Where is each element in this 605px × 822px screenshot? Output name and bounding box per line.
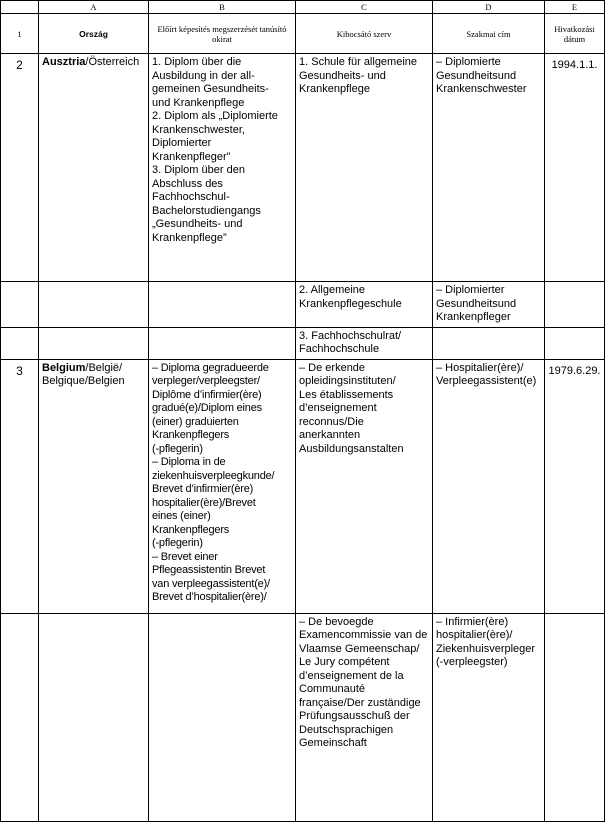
cell-text-line: Fachhochschul-: [152, 191, 230, 203]
cell-text-line: ziekenhuisverpleegkunde/: [152, 469, 275, 482]
cell-text-line: Deutschsprachigen: [299, 723, 394, 736]
country-cell: [39, 54, 149, 282]
cell-text-line: – Diplomierter: [436, 284, 505, 296]
cell-text-line: Krankenpfleger”: [152, 150, 231, 163]
cell-text-line: Fachhochschule: [299, 343, 380, 355]
title-cell: [433, 282, 545, 328]
issuer-cell: [296, 327, 433, 359]
table-row: [1, 54, 605, 282]
empty-cell: [39, 613, 149, 821]
cell-text-line: opleidingsinstituten/: [299, 375, 396, 387]
empty-cell: [433, 327, 545, 359]
empty-cell: [545, 327, 605, 359]
cell-text-line: Brevet d’hospitalier(ère)/: [152, 591, 267, 603]
cell-text-line: Examencommissie van de: [299, 629, 428, 641]
cell-text-line: verpleger/verpleegster/: [152, 375, 260, 387]
cell-text-line: (einer) graduierten: [152, 415, 239, 428]
cell-text-line: Gesundheitsund: [436, 297, 517, 310]
cell-text-line: Krankenpflege”: [152, 231, 227, 244]
qualification-header: Előírt képesítés megszerzését tanúsító okirat: [149, 14, 296, 54]
country-header: Ország: [39, 14, 149, 54]
cell-text-line: van verpleegassistent(e)/: [152, 577, 270, 590]
cell-text-line: Krankenpflegeschule: [299, 297, 402, 310]
empty-cell: [1, 613, 39, 821]
cell-text-line: Krankenpflege: [299, 83, 370, 95]
cell-text-line: – Diploma gegradueerde: [152, 361, 269, 374]
row-number: 3: [1, 359, 39, 613]
header-row: [1, 14, 605, 54]
cell-text-line: 1. Schule für allgemeine: [299, 56, 418, 68]
cell-text-line: anerkannten: [299, 429, 361, 441]
cell-text-line: Les établissements: [299, 388, 394, 401]
empty-cell: [149, 282, 296, 328]
empty-cell: [149, 327, 296, 359]
cell-text-line: – De bevoegde: [299, 615, 374, 628]
cell-text-line: „Gesundheits- und: [152, 218, 243, 230]
column-letter: C: [296, 1, 433, 14]
cell-text-line: – Diploma in de: [152, 456, 226, 468]
cell-text-line: Pflegeassistentin Brevet: [152, 564, 266, 576]
cell-text-line: (-pflegerin): [152, 537, 203, 549]
table-row: [1, 359, 605, 613]
cell-text-line: gradué(e)/Diplom eines: [152, 402, 262, 414]
cell-text-line: (-verpleegster): [436, 656, 508, 668]
cell-text-line: Krankenpflegers: [152, 523, 230, 536]
issuer-cell: [296, 359, 433, 613]
country-local-name: /België/: [85, 361, 123, 374]
title-cell: [433, 54, 545, 282]
cell-text-line: – Diplomierte: [436, 56, 501, 68]
corner-cell: [1, 1, 39, 14]
cell-text-line: Gesundheits- und: [299, 69, 386, 82]
cell-text-line: Krankenschwester,: [152, 123, 245, 136]
table-row: [1, 613, 605, 821]
empty-cell: [1, 327, 39, 359]
empty-cell: [39, 282, 149, 328]
date-header: Hivatkozási dátum: [545, 14, 605, 54]
cell-text-line: 3. Diplom über den: [152, 164, 245, 176]
country-name: Ausztria: [42, 56, 86, 68]
cell-text-line: Bachelorstudiengangs: [152, 204, 261, 217]
country-local-name: /Österreich: [85, 56, 140, 68]
cell-text-line: hospitalier(ère)/Brevet: [152, 496, 256, 509]
issuer-header: Kibocsátó szerv: [296, 14, 433, 54]
cell-text-line: reconnus/Die: [299, 415, 364, 428]
cell-text-line: Gesundheitsund: [436, 69, 517, 82]
cell-text-line: Abschluss des: [152, 177, 223, 190]
cell-text-line: Ausbildung in der all-: [152, 69, 255, 82]
column-letter: D: [433, 1, 545, 14]
country-local-name: Belgique/Belgien: [42, 375, 125, 387]
cell-text-line: française/Der zuständige: [299, 696, 421, 709]
cell-text-line: 2. Allgemeine: [299, 284, 366, 296]
title-header: Szakmai cím: [433, 14, 545, 54]
cell-text-line: d’enseignement de la: [299, 669, 404, 682]
qualification-cell: [149, 359, 296, 613]
issuer-cell: [296, 54, 433, 282]
cell-text-line: – Brevet einer: [152, 550, 218, 563]
cell-text-line: – De erkende: [299, 361, 366, 374]
cell-text-line: Diplôme d’infirmier(ère): [152, 388, 262, 401]
cell-text-line: – Hospitalier(ère)/: [436, 361, 524, 374]
cell-text-line: Ausbildungsanstalten: [299, 442, 404, 455]
cell-text-line: Le Jury compétent: [299, 656, 390, 668]
cell-text-line: 1. Diplom über die: [152, 56, 242, 68]
cell-text-line: Communauté: [299, 683, 366, 695]
cell-text-line: Diplomierter: [152, 137, 212, 149]
title-cell: [433, 613, 545, 821]
country-cell: [39, 359, 149, 613]
column-letter-row: [1, 1, 605, 14]
cell-text-line: gemeinen Gesundheits-: [152, 83, 269, 95]
cell-text-line: Verpleegassistent(e): [436, 375, 537, 387]
cell-text-line: Vlaamse Gemeenschap/: [299, 642, 420, 655]
table-row: [1, 282, 605, 328]
cell-text-line: Ziekenhuisverpleger: [436, 642, 536, 655]
cell-text-line: – Infirmier(ère): [436, 615, 509, 628]
cell-text-line: Krankenschwester: [436, 83, 527, 95]
cell-text-line: Gemeinschaft: [299, 737, 367, 749]
column-letter: E: [545, 1, 605, 14]
title-cell: [433, 359, 545, 613]
cell-text-line: eines (einer): [152, 510, 211, 522]
table-row: [1, 327, 605, 359]
country-name: Belgium: [42, 361, 86, 374]
cell-text-line: 2. Diplom als „Diplomierte: [152, 110, 278, 122]
row-number-header: 1: [1, 14, 39, 54]
empty-cell: [149, 613, 296, 821]
cell-text-line: 3. Fachhochschulrat/: [299, 329, 402, 342]
cell-text-line: Krankenpflegers: [152, 429, 230, 441]
reference-date: 1994.1.1.: [545, 54, 605, 282]
qualification-cell: [149, 54, 296, 282]
empty-cell: [1, 282, 39, 328]
empty-cell: [545, 282, 605, 328]
row-number: 2: [1, 54, 39, 282]
cell-text-line: und Krankenpflege: [152, 96, 245, 109]
cell-text-line: (-pflegerin): [152, 442, 203, 455]
empty-cell: [545, 613, 605, 821]
reference-date: 1979.6.29.: [545, 359, 605, 613]
empty-cell: [39, 327, 149, 359]
column-letter: A: [39, 1, 149, 14]
issuer-cell: [296, 282, 433, 328]
cell-text-line: d’enseignement: [299, 402, 377, 414]
issuer-cell: [296, 613, 433, 821]
cell-text-line: Brevet d’infirmier(ère): [152, 483, 254, 495]
cell-text-line: hospitalier(ère)/: [436, 629, 513, 641]
cell-text-line: Krankenpfleger: [436, 311, 511, 323]
column-letter: B: [149, 1, 296, 14]
cell-text-line: Prüfungsausschuß der: [299, 710, 410, 722]
